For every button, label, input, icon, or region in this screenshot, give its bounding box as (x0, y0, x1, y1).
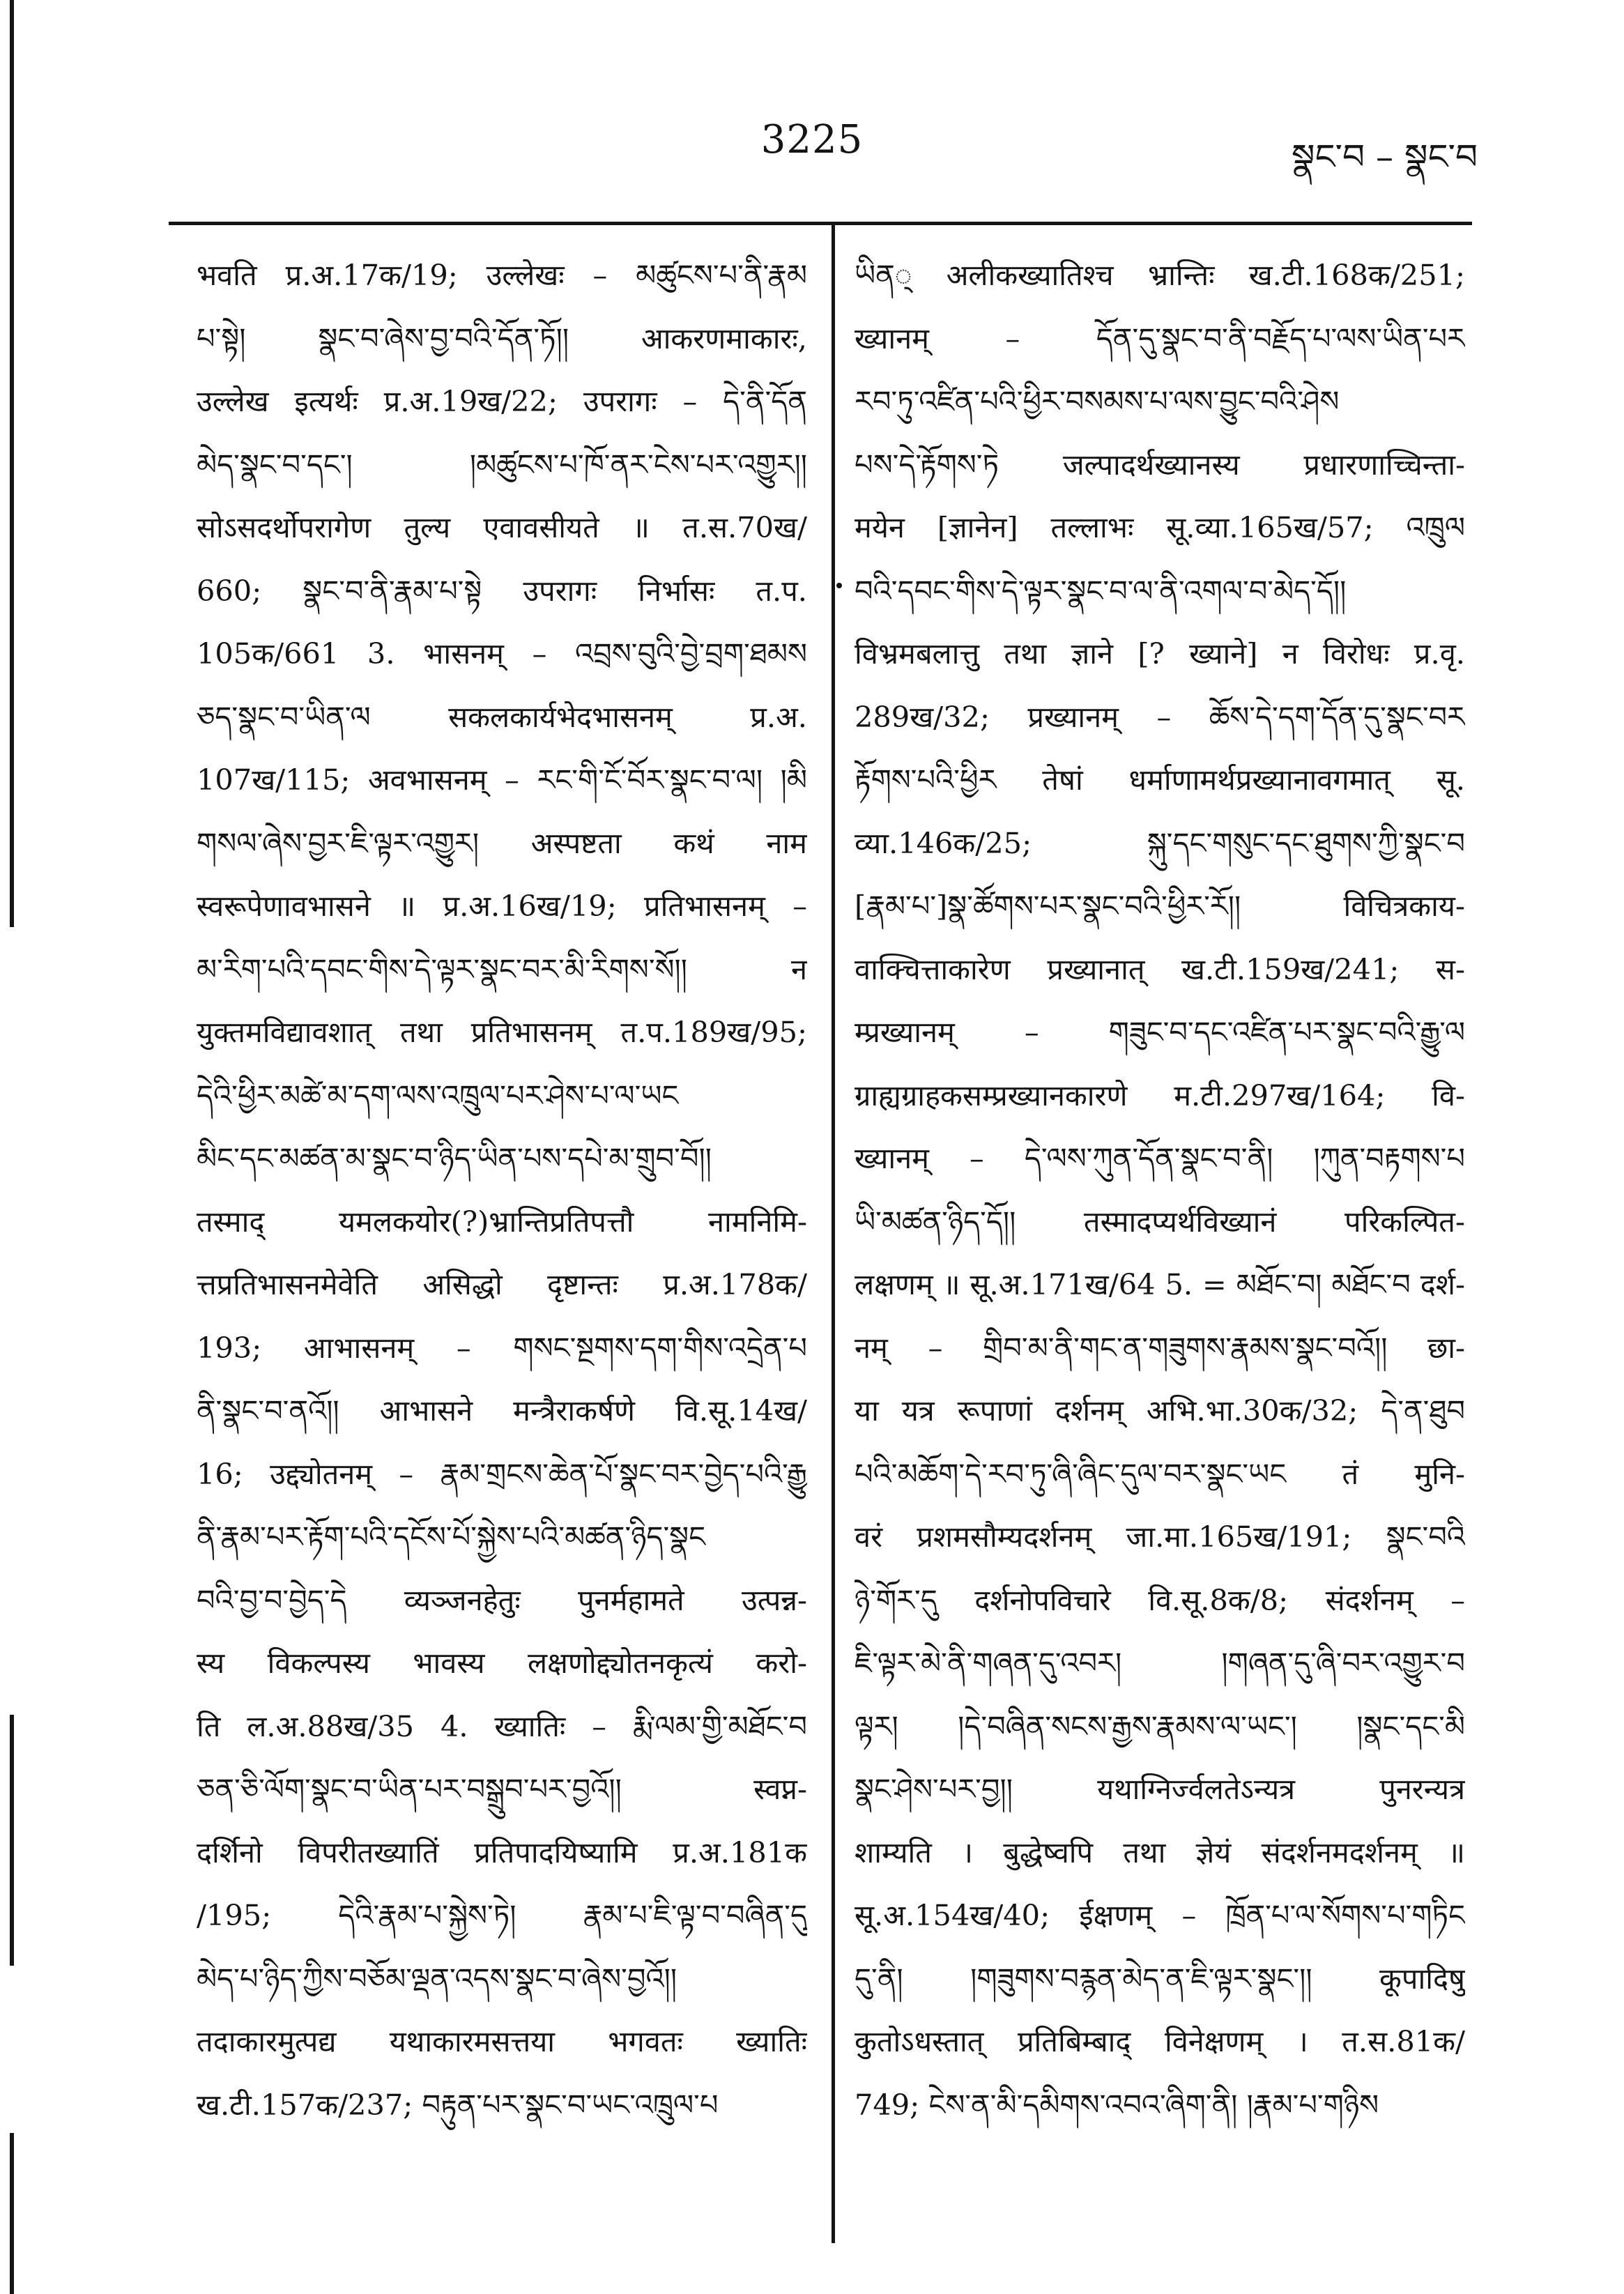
text-line: མ་རིག་པའི་དབང་གིས་དེ་ལྟར་སྣང་བར་མི་རིགས་སོ།། न (197, 951, 807, 986)
text-line: सू.अ.154ख/40; ईक्षणम् – ཁྲོན་པ་ལ་སོགས་པ་གཏིང (855, 1898, 1465, 1932)
text-line: 660; སྣང་བ་ནི་རྣམ་པ་སྟེ उपरागः निर्भासः त.प. (197, 573, 807, 608)
text-line: युक्तमविद्यावशात् तथा प्रतिभासनम् त.प.189ख/95; (197, 1015, 807, 1049)
text-line: ནི་རྣམ་པར་རྟོག་པའི་དངོས་པོ་སྐྱེས་པའི་མཚན་ཉིད་སྣང (197, 1520, 706, 1554)
text-line: པའི་མཆོག་དེ་རབ་ཏུ་ཞི་ཞིང་དུལ་བར་སྣང་ཡང तं मुनि- (855, 1456, 1465, 1491)
text-line: तस्माद् यमलकयोर(?)भ्रान्तिप्रतिपत्तौ नामनिमि- (197, 1204, 807, 1239)
text-line: སྣང་ཤེས་པར་བྱ།། यथाग्निर्ज्वलतेऽन्यत्र पुनरन्यत्र (855, 1772, 1465, 1806)
text-line: ཅད་སྣང་བ་ཡིན་ལ सकलकार्यभेदभासनम् प्र.अ. (197, 699, 807, 734)
text-line: པས་དེ་རྟོགས་ཏེ जल्पादर्थख्यानस्य प्रधारणाच्चिन्ता- (855, 447, 1465, 482)
text-line: शाम्यति । बुद्धेष्वपि तथा ज्ञेयं संदर्शनमदर्शनम् ॥ (855, 1835, 1465, 1869)
text-line: ཡིན् अलीकख्यातिश्च भ्रान्तिः ख.टी.168क/251; (855, 258, 1465, 292)
text-line: ཉེ་གོར་དུ दर्शनोपविचारे वि.सू.8क/8; संदर्शनम् – (855, 1582, 1465, 1617)
text-line: ཅན་ཅི་ལོག་སྣང་བ་ཡིན་པར་བསྒྲུབ་པར་བྱའོ།། स्वप्न- (197, 1772, 807, 1806)
text-line: त्तप्रतिभासनमेवेति असिद्धो दृष्टान्तः प्र.अ.178क/ (197, 1267, 807, 1301)
text-line: ख.टी.157क/237; བརྟུན་པར་སྣང་བ་ཡང་འཁྲུལ་པ (197, 2087, 719, 2122)
text-line: सोऽसदर्थोपरागेण तुल्य एवावसीयते ॥ त.स.70ख/ (197, 510, 807, 544)
text-line: लक्षणम् ॥ सू.अ.171ख/64 5. = མཐོང་བ། མཐོང་བ दर्श- (855, 1267, 1465, 1301)
text-line: 107ख/115; अवभासनम् – རང་གི་ངོ་བོར་སྣང་བ་ལ། །མི (197, 763, 807, 797)
text-line: བའི་དབང་གིས་དེ་ལྟར་སྣང་བ་ལ་ནི་འགལ་བ་མེད་དོ།། (855, 573, 1347, 608)
text-line: བའི་བྱ་བ་བྱེད་དེ व्यञ्जनहेतुः पुनर्महामते उत्पन्न- (197, 1582, 807, 1617)
text-line: ख्यानम् – དོན་དུ་སྣང་བ་ནི་བརྗོད་པ་ལས་ཡིན་པར (855, 321, 1465, 355)
text-line: व्या.146क/25; སྐུ་དང་གསུང་དང་ཐུགས་ཀྱི་སྣང་བ (855, 825, 1465, 860)
text-line: དེའི་ཕྱིར་མཚེ་མ་དག་ལས་འཁྲུལ་པར་ཤེས་པ་ལ་ཡང (197, 1078, 679, 1112)
text-line: 105क/661 3. भासनम् – འབྲས་བུའི་བྱེ་བྲག་ཐམས (197, 636, 807, 671)
text-line: उल्लेख इत्यर्थः प्र.अ.19ख/22; उपरागः – དེ་ནི་དོན (197, 384, 807, 418)
text-line: མིང་དང་མཚན་མ་སྣང་བ་ཉིད་ཡིན་པས་དཔེ་མ་གྲུབ་བོ།། (197, 1141, 712, 1175)
text-line: मयेन [ज्ञानेन] तल्लाभः सू.व्या.165ख/57; འཁྲུལ (855, 510, 1465, 544)
text-line: ཇི་ལྟར་མེ་ནི་གཞན་དུ་འབར། །གཞན་དུ་ཞི་བར་འགྱུར་བ (855, 1646, 1465, 1680)
text-line: ནི་སྣང་བ་ནའོ།། आभासने मन्त्रैराकर्षणे वि.सू.14ख/ (197, 1393, 807, 1428)
text-line: स्वरूपेणावभासने ॥ प्र.अ.16ख/19; प्रतिभासनम् – (197, 889, 807, 923)
left-margin-mark-middle (10, 1715, 14, 1966)
text-line: གསལ་ཞེས་བྱར་ཇི་ལྟར་འགྱུར། अस्पष्टता कथं नाम (197, 825, 807, 860)
text-line: 16; उद्द्योतनम् – རྣམ་གྲངས་ཆེན་པོ་སྣང་བར་བྱེད་པའི་རྒྱུ (197, 1456, 807, 1491)
text-line: ལྟར། །དེ་བཞིན་སངས་རྒྱས་རྣམས་ལ་ཡང་། །སྣང་དང་མི (855, 1708, 1465, 1743)
text-line: རབ་ཏུ་འཛིན་པའི་ཕྱིར་བསམས་པ་ལས་བྱུང་བའི་ཤེས (855, 384, 1340, 418)
text-line: म्प्रख्यानम् – གཟུང་བ་དང་འཛིན་པར་སྣང་བའི་རྒྱུ་ལ (855, 1015, 1465, 1049)
column-divider (832, 222, 835, 2243)
text-line: वरं प्रशमसौम्यदर्शनम् जा.मा.165ख/191; སྣང་བའི (855, 1520, 1465, 1554)
left-margin-mark-top (10, 0, 14, 927)
text-line: ख्यानम् – དེ་ལས་ཀུན་དོན་སྣང་བ་ནི། །ཀུན་བརྟགས་པ (855, 1141, 1465, 1175)
text-line: भवति प्र.अ.17क/19; उल्लेखः – མཚུངས་པ་ནི་རྣམ (197, 258, 807, 292)
text-line: या यत्र रूपाणां दर्शनम् अभि.भा.30क/32; དེ་ན་ཐུབ (855, 1393, 1465, 1428)
text-line: 749; ངེས་ན་མི་དམིགས་འབའ་ཞིག་ནི། །རྣམ་པ་གཉིས (855, 2087, 1379, 2122)
text-line: ति ल.अ.88ख/35 4. ख्यातिः – རྨི་ལམ་གྱི་མཐོང་བ (197, 1708, 807, 1743)
right-column (855, 244, 1465, 2136)
text-line: ཡི་མཚན་ཉིད་དོ།། तस्मादप्यर्थविख्यानं परिकल्पित- (855, 1204, 1465, 1239)
text-line: स्य विकल्पस्य भावस्य लक्षणोद्द्योतनकृत्यं करो- (197, 1646, 807, 1680)
text-line: རྟོགས་པའི་ཕྱིར तेषां धर्माणामर्थप्रख्यानावगमात् सू. (855, 763, 1465, 797)
text-line: དུ་ནི། །གཟུགས་བརྙན་མེད་ན་ཇི་ལྟར་སྣང་།། कूपादिषु (855, 1961, 1465, 1996)
text-line: མེད་པ་ཉིད་ཀྱིས་བཅོམ་ལྡན་འདས་སྣང་བ་ཞེས་བྱའོ།། (197, 1961, 677, 1996)
text-line: [རྣམ་པ་]སྣ་ཚོགས་པར་སྣང་བའི་ཕྱིར་རོ།། विचित्रकाय- (855, 889, 1465, 923)
left-margin-mark-bottom (10, 2133, 14, 2294)
page-number: 3225 (760, 117, 864, 162)
text-line: 289ख/32; प्रख्यानम् – ཆོས་དེ་དག་དོན་དུ་སྣང་བར (855, 699, 1465, 734)
text-line: तदाकारमुत्पद्य यथाकारमसत्तया भगवतः ख्यातिः (197, 2024, 807, 2058)
text-line: 193; आभासनम् – གསང་སྔགས་དག་གིས་འདྲེན་པ (197, 1330, 807, 1365)
text-line: विभ्रमबलात्तु तथा ज्ञाने [? ख्याने] न विरोधः प्र.वृ. (855, 636, 1465, 671)
left-column (197, 244, 807, 2136)
text-line: མེད་སྣང་བ་དང་། །མཚུངས་པ་ཁོ་ནར་ངེས་པར་འགྱུར།། (197, 447, 807, 482)
text-line: /195; དེའི་རྣམ་པ་སྐྱེས་ཏེ། རྣམ་པ་ཇི་ལྟ་བ་བཞིན་དུ (197, 1898, 807, 1932)
text-line: नम् – གྲིབ་མ་ནི་གང་ན་གཟུགས་རྣམས་སྣང་བའོ།། छा- (855, 1330, 1465, 1365)
margin-dot (836, 583, 842, 588)
text-line: པ་སྟེ། སྣང་བ་ཞེས་བྱ་བའི་དོན་ཏོ།། आकरणमाकारः, (197, 321, 807, 355)
running-head: སྣང་བ – སྣང་བ (1291, 137, 1478, 177)
text-line: ग्राह्यग्राहकसम्प्रख्यानकारणे म.टी.297ख/164; वि- (855, 1078, 1465, 1112)
text-line: वाक्चित्ताकारेण प्रख्यानात् ख.टी.159ख/241; स- (855, 951, 1465, 986)
text-line: कुतोऽधस्तात् प्रतिबिम्बाद् विनेक्षणम् । त.स.81क/ (855, 2024, 1465, 2058)
text-line: दर्शिनो विपरीतख्यातिं प्रतिपादयिष्यामि प्र.अ.181क (197, 1835, 807, 1869)
header-rule (169, 222, 1472, 225)
